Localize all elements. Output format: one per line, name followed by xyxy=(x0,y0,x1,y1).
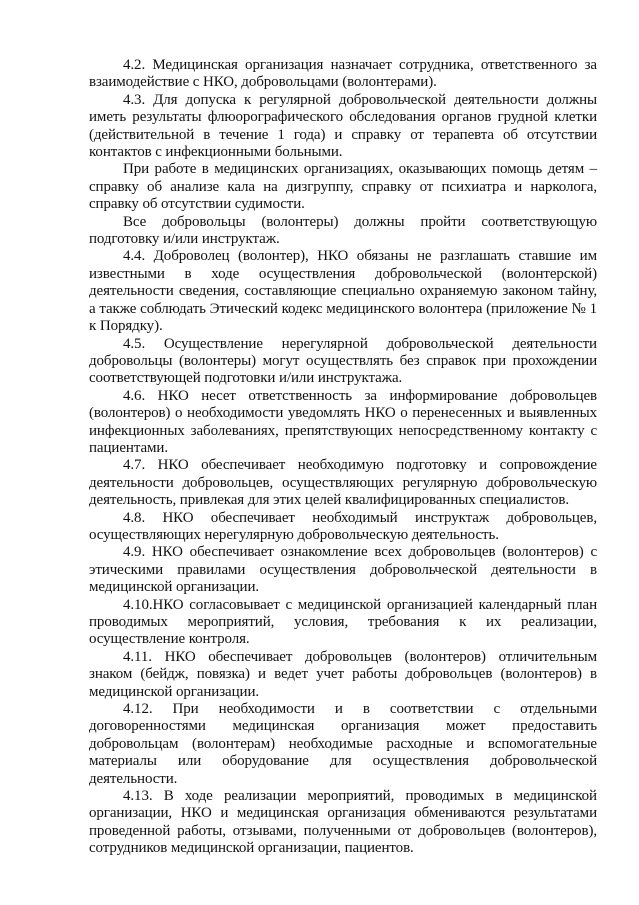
paragraph-4-12: 4.12. При необходимости и в соответствии с отдельными договоренностями медицинская организация может предоставить добровольцам (волонтерам) необходимые расходные и вспомогательные материалы или оборудование для осуществления добровольческой деятельности. xyxy=(89,701,597,787)
paragraph-4-6: 4.6. НКО несет ответственность за информирование добровольцев (волонтеров) о необходимости уведомлять НКО о перенесенных и выявленных инфекционных заболеваниях, препятствующих непосредственному контакту с пациентами. xyxy=(89,387,597,456)
paragraph-4-3: 4.3. Для допуска к регулярной добровольческой деятельности должны иметь результаты флюорографического обследования органов грудной клетки (действительной в течение 1 года) и справку от терапевта об отсутствии контактов с инфекционными больными. xyxy=(89,91,597,161)
paragraph-4-7: 4.7. НКО обеспечивает необходимую подготовку и сопровождение деятельности добровольцев, осуществляющих регулярную добровольческую деятельность, привлекая для этих целей квалифицированных специалистов. xyxy=(89,457,597,509)
paragraph-children-requirements: При работе в медицинских организациях, оказывающих помощь детям – справку об анализе кала на дизгруппу, справку от психиатра и нарколога, справку об отсутствии судимости. xyxy=(89,161,597,213)
paragraph-4-4: 4.4. Доброволец (волонтер), НКО обязаны не разглашать ставшие им известными в ходе осуществления добровольческой (волонтерской) деятельности сведения, составляющие специально охраняемую законом тайну, а также соблюдать Этический кодекс медицинского волонтера (приложение № 1 к Порядку). xyxy=(89,248,597,335)
paragraph-4-2: 4.2. Медицинская организация назначает сотрудника, ответственного за взаимодействие с НКО, добровольцами (волонтерами). xyxy=(89,57,597,91)
paragraph-4-8: 4.8. НКО обеспечивает необходимый инструктаж добровольцев, осуществляющих нерегулярную добровольческую деятельность. xyxy=(89,509,597,543)
paragraph-4-5: 4.5. Осуществление нерегулярной добровольческой деятельности добровольцы (волонтеры) могут осуществлять без справок при прохождении соответствующей подготовки и/или инструктажа. xyxy=(89,335,597,387)
document-body xyxy=(89,57,597,858)
paragraph-4-11: 4.11. НКО обеспечивает добровольцев (волонтеров) отличительным знаком (бейдж, повязка) и ведет учет работы добровольцев (волонтеров) в медицинской организации. xyxy=(89,648,597,700)
paragraph-4-13: 4.13. В ходе реализации мероприятий, проводимых в медицинской организации, НКО и медицинская организация обмениваются результатами проведенной работы, отзывами, полученными от добровольцев (волонтеров), сотрудников медицинской организации, пациентов. xyxy=(89,788,597,857)
paragraph-4-9: 4.9. НКО обеспечивает ознакомление всех добровольцев (волонтеров) с этическими правилами осуществления добровольческой деятельности в медицинской организации. xyxy=(89,544,597,596)
paragraph-4-10: 4.10.НКО согласовывает с медицинской организацией календарный план проводимых мероприятий, условия, требования к их реализации, осуществление контроля. xyxy=(89,596,597,648)
paragraph-training-requirement: Все добровольцы (волонтеры) должны пройти соответствующую подготовку и/или инструктаж. xyxy=(89,213,597,248)
